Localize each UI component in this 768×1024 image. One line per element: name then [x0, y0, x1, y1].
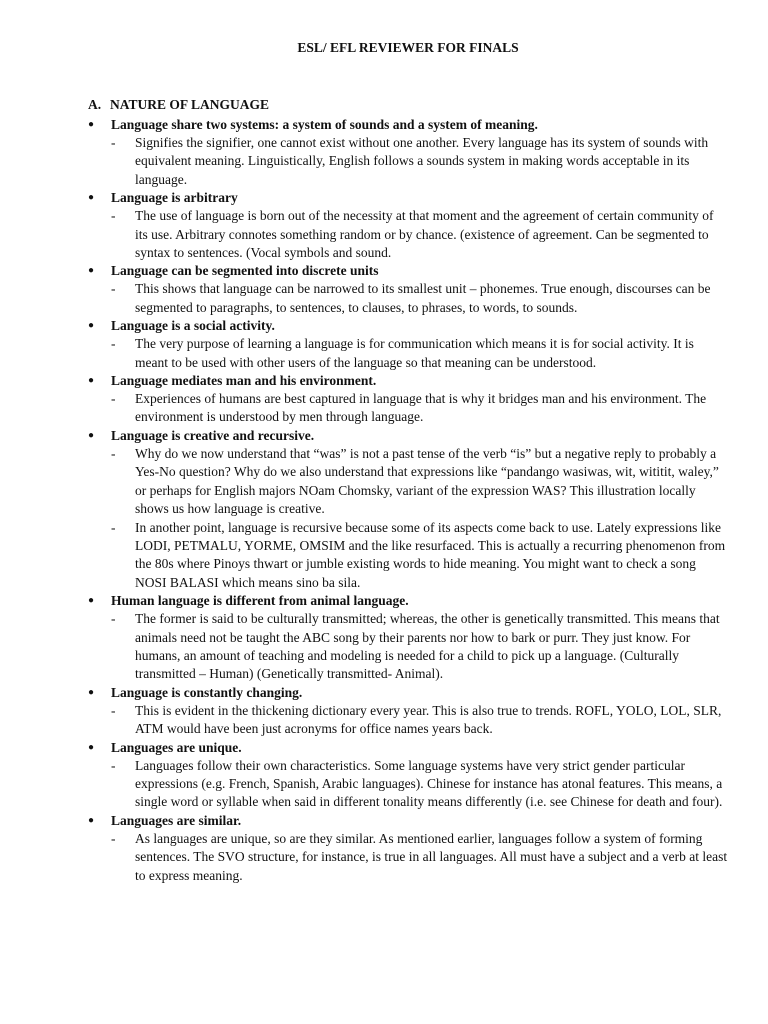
list-item	[88, 812, 728, 885]
detail-text: In another point, language is recursive because some of its aspects come back to use. Lately expressions like LODI, PETMALU, YORME, OMSIM and the like resurfaced. This is actually a recurring phenomenon from the 80s where Pinoys thwart or jumble existing words to hide meaning. You might want to check a song NOSI BALASI which means sino ba sila.	[135, 519, 726, 590]
list-item	[88, 262, 728, 317]
bullet-icon: ●	[88, 375, 95, 387]
detail-text: This shows that language can be narrowed to its smallest unit – phonemes. True enough, discourses can be segmented to paragraphs, to sentences, to clauses, to phrases, to words, to sounds.	[135, 281, 711, 315]
detail-text: This is evident in the thickening dictionary every year. This is also true to trends. ROFL, YOLO, LOL, SLR, ATM would have been just acronyms for office names years back.	[135, 702, 722, 737]
list-item	[88, 739, 728, 812]
point-list	[88, 116, 728, 885]
point-heading: Language can be segmented into discrete units	[111, 263, 379, 279]
detail-text: Signifies the signifier, one cannot exist without one another. Every language has its system of sounds with equivalent meaning. Linguistically, English follows a sounds system in making words acceptable in its language.	[135, 135, 709, 187]
point-heading: Human language is different from animal language.	[111, 593, 409, 609]
dash-marker: -	[111, 135, 116, 150]
point-heading: Language is constantly changing.	[111, 684, 303, 700]
point-heading: Languages are unique.	[111, 739, 242, 755]
dash-marker: -	[111, 281, 116, 297]
bullet-icon: ●	[88, 814, 95, 826]
bullet-icon: ●	[88, 595, 95, 607]
section-heading	[88, 96, 728, 114]
detail-text: Languages follow their own characteristics. Some language systems have very strict gender particular expressions (e.g. French, Spanish, Arabic languages). Chinese for instance has atonal features. This means, a single word or syllable when said in different tonality means differently (i.e. see Chinese for death and four).	[135, 757, 723, 810]
bullet-icon: ●	[88, 429, 95, 441]
list-item	[88, 317, 728, 372]
bullet-icon: ●	[88, 265, 95, 277]
point-detail	[111, 207, 728, 262]
point-heading: Language is arbitrary	[111, 190, 238, 206]
point-heading: Language mediates man and his environment.	[111, 373, 377, 389]
detail-text: As languages are unique, so are they similar. As mentioned earlier, languages follow a system of forming sentences. The SVO structure, for instance, is true in all languages. All must have a subject and a verb at least to express meaning.	[135, 830, 728, 883]
dash-marker: -	[111, 519, 116, 535]
dash-marker: -	[111, 830, 116, 846]
list-item	[88, 116, 728, 189]
point-detail	[111, 445, 728, 519]
bullet-icon: ●	[88, 320, 95, 332]
bullet-icon: ●	[88, 192, 95, 204]
point-detail	[111, 335, 728, 372]
point-detail	[111, 390, 728, 427]
point-detail	[111, 610, 728, 684]
list-item	[88, 684, 728, 739]
point-detail	[111, 830, 728, 885]
point-detail	[111, 757, 728, 812]
dash-marker: -	[111, 208, 116, 224]
point-detail	[111, 280, 728, 317]
bullet-icon: ●	[88, 741, 95, 753]
list-item	[88, 189, 728, 262]
detail-text: The former is said to be culturally transmitted; whereas, the other is genetically transmitted. This means that animals need not be taught the ABC song by their parents nor how to bark or purr. They just know. For humans, an amount of teaching and modeling is needed for a child to pick up a language. (Culturally transmitted – Human) (Genetically transmitted- Animal).	[135, 611, 720, 682]
point-heading: Languages are similar.	[111, 812, 242, 828]
detail-text: Why do we now understand that “was” is not a past tense of the verb “is” but a negative reply to probably a Yes-No question? Why do we also understand that expressions like “pandango wasiwas, wit, wititit, waley,” or perhaps for English majors NOam Chomsky, variant of the expression WAS? This illustration locally shows us how language is creative.	[135, 445, 719, 517]
point-detail	[111, 134, 728, 189]
point-heading: Language share two systems: a system of sounds and a system of meaning.	[111, 117, 538, 132]
page-title: ESL/ EFL REVIEWER FOR FINALS	[297, 40, 519, 55]
dash-marker: -	[111, 391, 116, 407]
dash-marker: -	[111, 757, 116, 773]
detail-text: Experiences of humans are best captured in language that is why it bridges man and his environment. The environment is understood by men through language.	[135, 391, 707, 425]
list-item	[88, 592, 728, 684]
detail-text: The very purpose of learning a language is for communication which means it is for social activity. It is meant to be used with other users of the language so that meaning can be understood.	[135, 336, 694, 370]
list-item	[88, 427, 728, 592]
dash-marker: -	[111, 702, 116, 718]
dash-marker: -	[111, 611, 116, 627]
point-detail	[111, 702, 728, 739]
dash-marker: -	[111, 445, 116, 461]
point-detail	[111, 519, 728, 593]
bullet-icon: ●	[88, 119, 95, 130]
detail-text: The use of language is born out of the necessity at that moment and the agreement of certain community of its use. Arbitrary connotes something random or by chance. (existence of agreement. Can be segmented to syntax to sentences. (Vocal symbols and sound.	[135, 208, 714, 261]
dash-marker: -	[111, 336, 116, 352]
list-item	[88, 372, 728, 427]
section-letter: A.	[88, 97, 102, 112]
point-heading: Language is a social activity.	[111, 318, 275, 334]
section-title: NATURE OF LANGUAGE	[110, 97, 270, 112]
point-heading: Language is creative and recursive.	[111, 427, 315, 443]
bullet-icon: ●	[88, 686, 95, 698]
